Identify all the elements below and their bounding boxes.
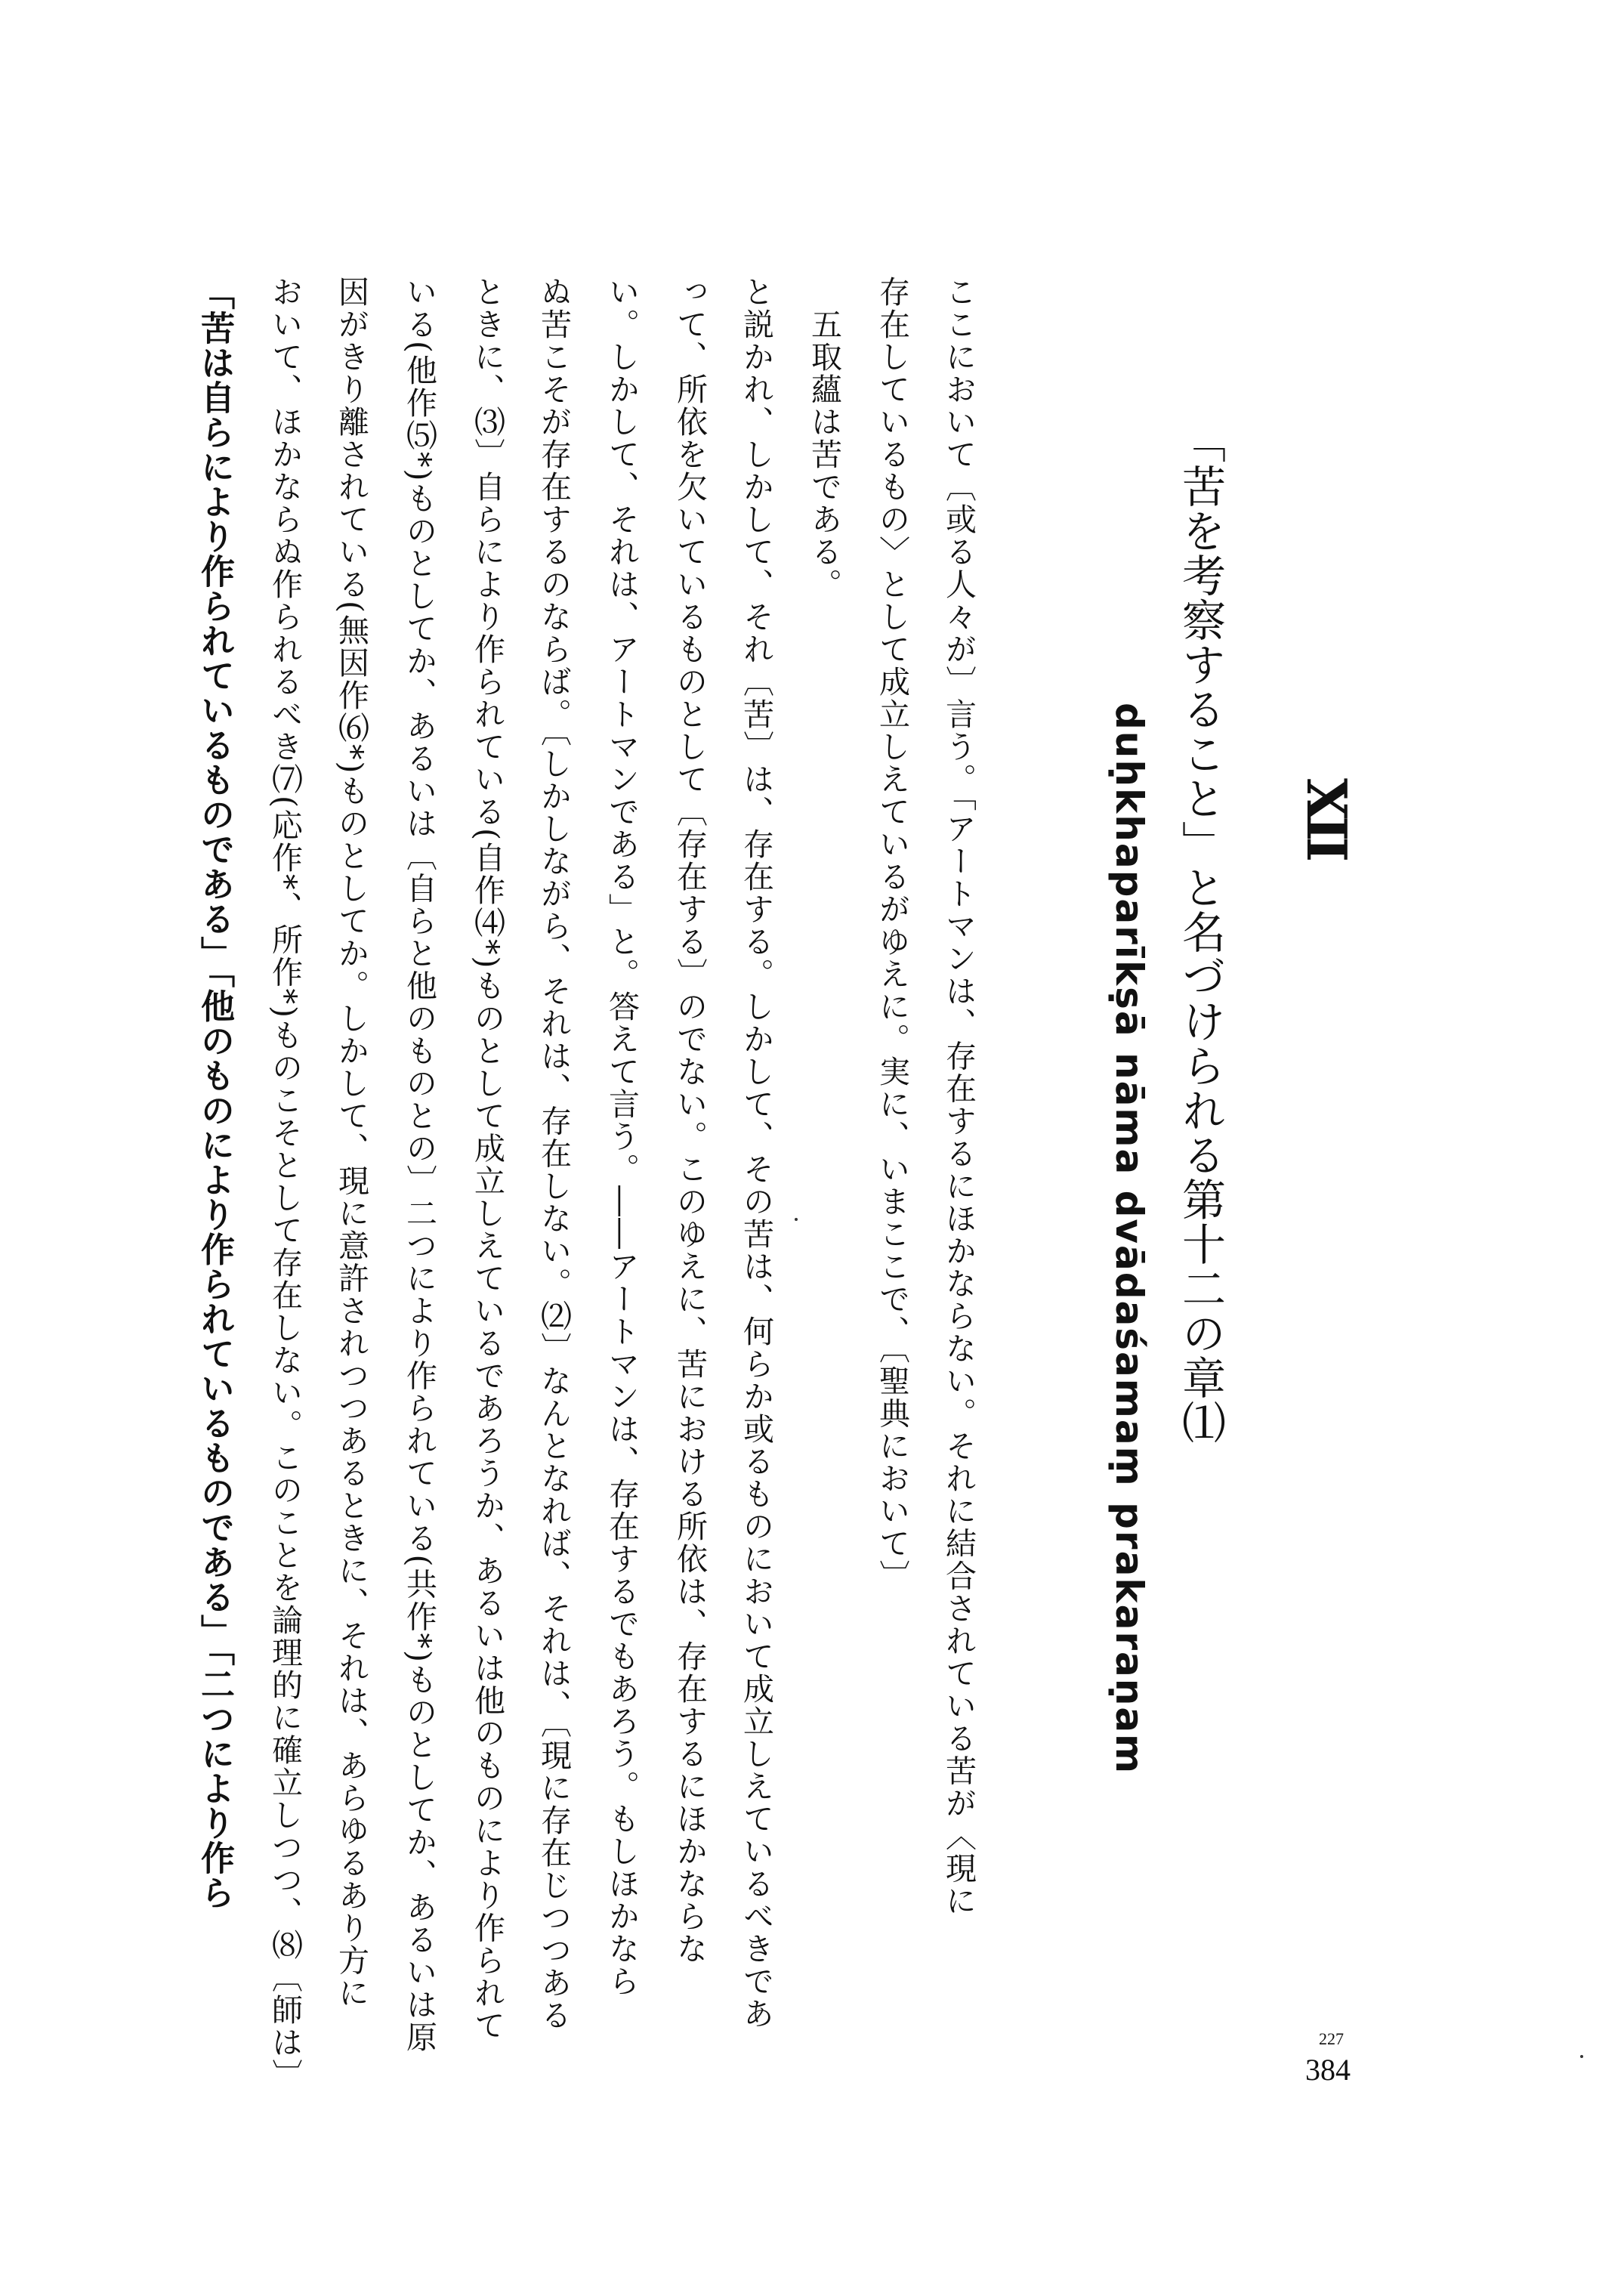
chapter-subtitle: duḥkhaparīkṣā nāma dvādaśamaṃ prakaraṇam: [1107, 703, 1151, 1775]
page-number-small: 227: [1319, 2029, 1344, 2048]
text-line-10: 因がきり離されている(無因作⑹*)ものとしてか。しかして、現に意許されつつあるときに、それは、あらゆるあり方に: [333, 276, 369, 2010]
text-line-5: って、所依を欠いているものとして〔存在する〕のでない。このゆえに、苦における所依は、存在するにほかならな: [672, 276, 708, 1965]
text-line-3: 五取蘊は苦である。: [806, 276, 842, 601]
text-line-7: ぬ苦こそが存在するのならば。〔しかしながら、それは、存在しない。⑵〕なんとなれば、それは、〔現に存在じつつある: [536, 276, 572, 2032]
chapter-numeral: XII: [1295, 778, 1359, 858]
bold-text-line: 「苦は自らにより作られているものである」「他のものにより作られているものである」「二つにより作ら: [195, 276, 235, 1910]
chapter-title: 「苦を考察すること」と名づけられる第十二の章⑴: [1175, 419, 1226, 1445]
page-number: 384: [1305, 2053, 1351, 2087]
speck-mark: [1580, 2055, 1583, 2058]
text-line-9: いる(他作⑸*)ものとしてか、あるいは〔自らと他のものとの〕二つにより作られている(共作*)ものとしてか、あるいは原: [401, 276, 437, 2053]
text-line-6: い。しかして、それは、アートマンである」と。答えて言う。――アートマンは、存在するでもあろう。もしほかなら: [604, 276, 640, 1998]
text-line-1: ここにおいて〔或る人々が〕言う。「アートマンは、存在するにほかならない。それに結合されている苦が〈現に: [940, 276, 977, 1917]
text-line-11: おいて、ほかならぬ作られるべき⑺(応作*、所作*)ものこそとして存在しない。このことを論理的に確立しつつ、⑻〔師は〕: [267, 276, 303, 2091]
speck-mark: [795, 1218, 798, 1221]
text-line-2: 存在しているもの〉として成立しえているがゆえに。実に、いまここで、〔聖典において〕: [874, 276, 910, 1593]
text-line-4: と説かれ、しかして、それ〔苦〕は、存在する。しかして、その苦は、何らか或るものにおいて成立しえているべきであ: [738, 276, 774, 2030]
text-line-8: ときに、⑶〕自らにより作られている(自作⑷*)ものとして成立しえているであろうか、あるいは他のものにより作られて: [469, 276, 505, 2042]
